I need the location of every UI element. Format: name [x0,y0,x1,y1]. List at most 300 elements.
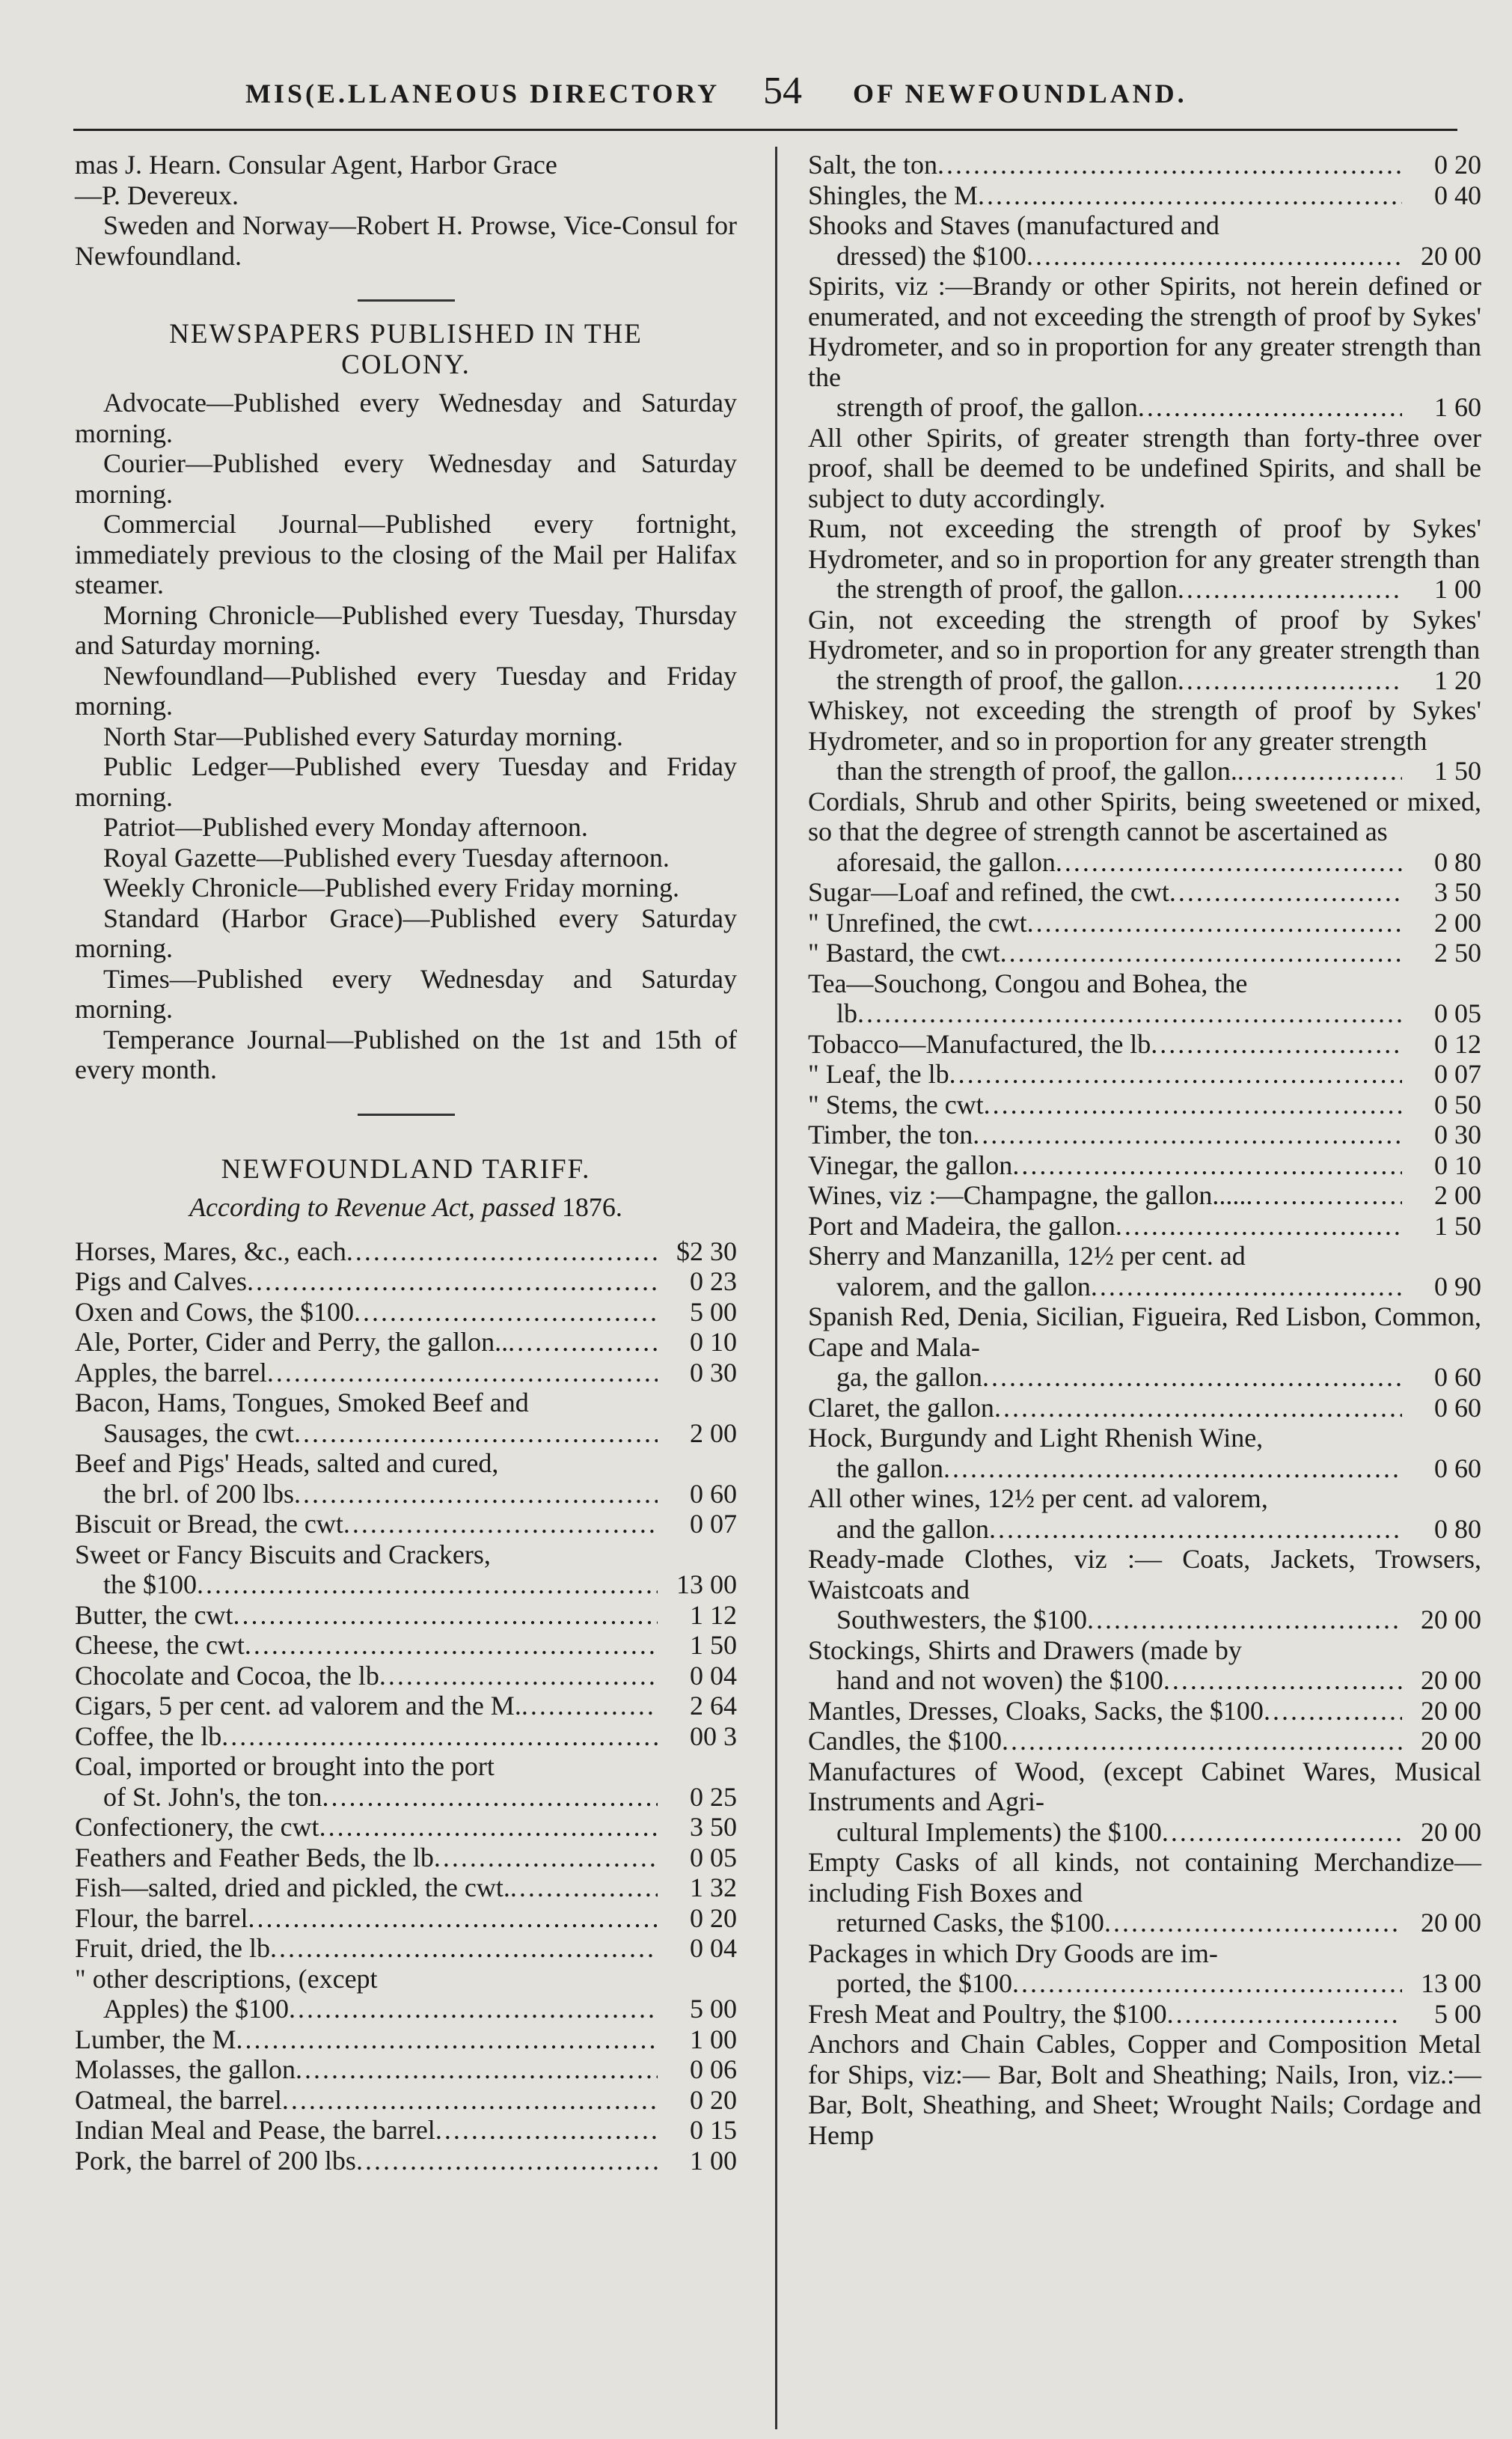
tariff-item-wrap [75,1721,658,1752]
leader-dots [510,1872,658,1903]
tariff-row [75,1327,737,1358]
tariff-item-wrap [75,1266,658,1297]
tariff-item-rate: 0 50 [1434,1089,1481,1120]
leader-dots [322,1782,658,1813]
tariff-item-wrap [836,1908,1402,1938]
tariff-item-wrap [836,1272,1402,1302]
newspapers-heading-line2: COLONY. [341,349,471,380]
tariff-item-wrap [836,847,1402,878]
newspapers-list [75,388,737,1085]
tariff-row [808,847,1481,878]
tariff-item-wrap [836,1665,1402,1696]
newspaper-entry: Public Ledger—Published every Tuesday and Friday morning. [75,751,737,812]
tariff-row [75,1236,737,1267]
tariff-row [808,1029,1481,1060]
leader-dots [1167,1999,1402,2030]
newspapers-heading [75,320,737,380]
tariff-item-rate: 0 04 [690,1933,737,1963]
consuls-section [75,150,737,271]
newspaper-entry: Advocate—Published every Wednesday and Saturday morning. [75,388,737,448]
tariff-row [808,1272,1481,1302]
tariff-right-list [808,150,1481,2150]
tariff-heading: NEWFOUNDLAND TARIFF. [221,1153,591,1185]
tariff-row [75,1418,737,1449]
tariff-entry [75,1448,737,1509]
leader-dots [1178,665,1402,696]
tariff-entry [75,1539,737,1600]
tariff-entry [808,1029,1481,1060]
tariff-row [808,1968,1481,1999]
leader-dots [1000,938,1402,968]
tariff-entry-description: Gin, not exceeding the strength of proof by Sykes' Hydrometer, and so in proportion for any greater strength than [808,604,1481,665]
tariff-item-label: " Unrefined, the cwt [808,907,1027,938]
tariff-item-rate: 20 00 [1421,1695,1481,1726]
tariff-item-rate: 00 3 [690,1721,737,1751]
tariff-entry [808,1301,1481,1393]
tariff-item-label: the strength of proof, the gallon [836,574,1178,604]
consul-line: —P. Devereux. [75,180,239,210]
tariff-item-wrap [103,1782,658,1813]
tariff-item-wrap [75,1812,658,1843]
tariff-item-wrap [808,1999,1402,2030]
tariff-item-wrap [836,241,1402,272]
tariff-item-label: Sugar—Loaf and refined, the cwt [808,877,1169,907]
tariff-item-wrap [75,1327,658,1358]
right-column [808,150,1481,2150]
tariff-entry [75,2085,737,2116]
tariff-row [75,1933,737,1964]
tariff-entry-description: Packages in which Dry Goods are im- [808,1938,1218,1968]
tariff-row [808,1817,1481,1848]
tariff-item-wrap [808,1696,1402,1727]
leader-dots [1056,847,1402,878]
leader-dots [1151,1029,1402,1060]
leader-dots [294,1479,658,1510]
tariff-item-wrap [836,998,1402,1029]
tariff-entry-description: " other descriptions, (except [75,1963,378,1994]
tariff-item-wrap [75,1691,658,1721]
tariff-item-rate: 2 64 [690,1691,737,1721]
tariff-entry-description: Sherry and Manzanilla, 12½ per cent. ad [808,1241,1246,1271]
tariff-item-rate: $2 30 [676,1236,737,1266]
tariff-item-rate: 2 50 [1434,938,1481,968]
newspaper-entry: Courier—Published every Wednesday and Saturday morning. [75,448,737,509]
leader-dots [289,1994,658,2024]
leader-dots [1027,908,1402,938]
tariff-item-rate: 20 00 [1421,240,1481,271]
leader-dots [356,2146,658,2176]
tariff-item-label: Claret, the gallon [808,1392,994,1423]
tariff-item-rate: 1 60 [1434,392,1481,422]
section-separator [358,299,455,302]
leader-dots [248,1903,658,1934]
tariff-item-label: Feathers and Feather Beds, the lb [75,1842,434,1872]
tariff-item-rate: 0 15 [690,2115,737,2145]
leader-dots [233,1600,658,1631]
leader-dots [857,998,1402,1029]
leader-dots [1138,392,1402,423]
tariff-item-rate: 0 80 [1434,1513,1481,1544]
tariff-item-wrap [75,2024,658,2055]
newspaper-entry: Commercial Journal—Published every fortnight, immediately previous to the closing of the Mail per Halifax steamer. [75,509,737,599]
tariff-item-wrap [75,1872,658,1903]
tariff-row [808,1120,1481,1150]
leader-dots [197,1569,658,1600]
header-left: MIS(E.LLANEOUS DIRECTORY [245,79,720,109]
tariff-item-label: strength of proof, the gallon [836,392,1138,422]
tariff-item-label: Shingles, the M [808,180,979,210]
leader-dots [267,1358,658,1388]
tariff-entry [808,210,1481,271]
tariff-item-rate: 2 00 [1434,1180,1481,1210]
tariff-entry [75,1933,737,1964]
leader-dots [294,1418,658,1449]
tariff-item-rate: 0 06 [690,2054,737,2084]
tariff-row [75,2085,737,2116]
tariff-entry-description: Bacon, Hams, Tongues, Smoked Beef and [75,1388,529,1417]
tariff-row [75,1782,737,1813]
header-rule [73,129,1457,131]
tariff-item-wrap [808,1180,1402,1211]
tariff-entry [808,968,1481,1029]
tariff-entry [808,1211,1481,1242]
tariff-item-rate: 0 25 [690,1781,737,1812]
tariff-entry [75,2054,737,2085]
tariff-entry [808,180,1481,211]
tariff-row [808,150,1481,180]
tariff-entry-description: Spanish Red, Denia, Sicilian, Figueira, Red Lisbon, Common, Cape and Mala- [808,1301,1481,1362]
tariff-item-label: Indian Meal and Pease, the barrel [75,2115,435,2145]
tariff-item-rate: 0 23 [690,1266,737,1296]
tariff-item-label: the strength of proof, the gallon [836,665,1178,695]
tariff-item-wrap [75,1630,658,1661]
tariff-entry [808,1756,1481,1848]
tariff-item-rate: 20 00 [1421,1605,1481,1634]
tariff-row [75,2146,737,2176]
tariff-item-label: Coffee, the lb [75,1721,222,1751]
leader-dots [221,1721,658,1752]
tariff-row [808,998,1481,1029]
tariff-item-label: Tobacco—Manufactured, the lb [808,1028,1151,1059]
tariff-entry [808,1120,1481,1150]
tariff-entry [808,1180,1481,1211]
leader-dots [1178,574,1402,605]
tariff-item-label: Salt, the ton [808,150,937,180]
tariff-item-wrap [836,756,1402,787]
tariff-entry [75,1509,737,1539]
tariff-item-rate: 1 12 [690,1599,737,1630]
tariff-item-label: the $100 [103,1569,197,1599]
tariff-item-label: Lumber, the M [75,2024,236,2054]
tariff-item-rate: 0 90 [1434,1271,1481,1301]
newspaper-entry: Newfoundland—Published every Tuesday and Friday morning. [75,660,737,721]
tariff-entry [808,787,1481,878]
tariff-item-wrap [808,908,1402,938]
tariff-item-rate: 20 00 [1421,1726,1481,1756]
tariff-entry [808,1999,1481,2030]
tariff-item-label: Mantles, Dresses, Cloaks, Sacks, the $100 [808,1695,1264,1726]
tariff-row [75,1266,737,1297]
tariff-item-wrap [836,665,1402,696]
tariff-item-label: dressed) the $100 [836,240,1026,271]
tariff-row [808,1605,1481,1635]
tariff-item-label: valorem, and the gallon [836,1271,1091,1301]
tariff-row [808,908,1481,938]
tariff-entry [75,1236,737,1267]
tariff-entry [808,271,1481,423]
tariff-entry [75,1388,737,1448]
leader-dots [354,1297,658,1328]
tariff-row [75,1569,737,1600]
tariff-item-rate: 3 50 [1434,877,1481,907]
tariff-row [75,1509,737,1539]
tariff-row [75,1903,737,1934]
tariff-entry-description: Anchors and Chain Cables, Copper and Composition Metal for Ships, viz:— Bar, Bolt and Sheathing; Nails, Iron, viz.:—Bar, Bolt, Sheathing, and Sheet; Wrought Nails; Cordage and Hemp [808,2029,1481,2150]
tariff-left-list [75,1236,737,2176]
tariff-item-label: Candles, the $100 [808,1726,1002,1756]
tariff-item-label: Timber, the ton [808,1120,973,1150]
tariff-item-rate: 20 00 [1421,1665,1481,1695]
leader-dots [1002,1726,1402,1756]
tariff-item-label: " Leaf, the lb [808,1059,949,1089]
tariff-row [808,756,1481,787]
newspaper-entry: Temperance Journal—Published on the 1st and 15th of every month. [75,1024,737,1084]
tariff-row [75,1479,737,1510]
tariff-item-wrap [103,1418,658,1449]
tariff-entry [75,1600,737,1631]
leader-dots [282,2085,658,2116]
tariff-item-rate: 0 07 [690,1509,737,1539]
leader-dots [245,1630,658,1661]
tariff-item-rate: 2 00 [690,1417,737,1448]
tariff-item-wrap [75,1661,658,1691]
tariff-row [75,1358,737,1388]
tariff-item-label: Molasses, the gallon [75,2054,296,2084]
tariff-row [75,1812,737,1843]
newspaper-entry: Royal Gazette—Published every Tuesday afternoon. [103,842,670,873]
newspaper-entry: Weekly Chronicle—Published every Friday morning. [103,873,679,903]
tariff-item-rate: 1 20 [1434,665,1481,695]
leader-dots [1264,1696,1402,1727]
tariff-item-wrap [808,1059,1402,1090]
tariff-entry [808,1423,1481,1483]
tariff-item-wrap [808,877,1402,908]
tariff-row [75,2024,737,2055]
tariff-item-wrap [836,1605,1402,1635]
tariff-item-label: of St. John's, the ton [103,1781,322,1812]
newspaper-entry: North Star—Published every Saturday morning. [103,721,623,751]
tariff-item-wrap [808,1120,1402,1150]
section-separator [358,1114,455,1116]
leader-dots [270,1933,658,1964]
tariff-entry [808,1847,1481,1938]
tariff-item-wrap [75,2085,658,2116]
leader-dots [1104,1908,1402,1938]
tariff-entry [808,605,1481,696]
tariff-item-rate: 0 80 [1434,846,1481,877]
tariff-item-wrap [808,1029,1402,1060]
tariff-item-wrap [808,1211,1402,1242]
tariff-item-label: Ale, Porter, Cider and Perry, the gallon.. [75,1327,509,1357]
tariff-item-rate: 1 50 [690,1630,737,1660]
tariff-item-label: Fish—salted, dried and pickled, the cwt. [75,1872,510,1902]
tariff-item-wrap [75,1933,658,1964]
tariff-item-rate: 1 32 [690,1872,737,1902]
tariff-entry [808,513,1481,605]
tariff-item-wrap [75,1903,658,1934]
tariff-item-rate: 0 05 [690,1842,737,1872]
tariff-item-wrap [836,1514,1402,1545]
newspapers-heading-line1: NEWSPAPERS PUBLISHED IN THE [169,319,643,349]
tariff-item-rate: 0 20 [690,1902,737,1933]
tariff-item-label: Pork, the barrel of 200 lbs [75,2145,356,2176]
tariff-item-rate: 2 00 [1434,907,1481,938]
tariff-item-label: Chocolate and Cocoa, the lb [75,1660,379,1691]
tariff-item-label: the brl. of 200 lbs [103,1478,294,1509]
column-divider [775,147,777,2429]
tariff-item-wrap [75,1509,658,1539]
tariff-row [808,1696,1481,1727]
tariff-entry [808,1938,1481,1999]
tariff-entry [75,1691,737,1721]
tariff-row [808,1059,1481,1090]
tariff-entry [75,2024,737,2055]
leader-dots [1162,1817,1402,1848]
tariff-item-label: Wines, viz :—Champagne, the gallon..... [808,1180,1246,1210]
tariff-entry [75,1358,737,1388]
tariff-entry [75,1812,737,1843]
tariff-row [808,1393,1481,1423]
tariff-item-wrap [836,1817,1402,1848]
leader-dots [943,1453,1402,1484]
tariff-item-wrap [75,2115,658,2146]
tariff-item-label: hand and not woven) the $100 [836,1665,1163,1695]
tariff-entry [75,1630,737,1661]
tariff-entry [808,1393,1481,1423]
tariff-row [808,938,1481,968]
tariff-row [75,1661,737,1691]
leader-dots [984,1090,1402,1120]
tariff-entry-description: Manufactures of Wood, (except Cabinet Wares, Musical Instruments and Agri- [808,1756,1481,1816]
tariff-entry-description: Coal, imported or brought into the port [75,1751,495,1781]
tariff-item-wrap [836,1362,1402,1393]
tariff-item-rate: 0 04 [690,1660,737,1691]
tariff-entry-description: Ready-made Clothes, viz :— Coats, Jackets, Trowsers, Waistcoats and [808,1544,1481,1605]
tariff-subheading-italic: According to Revenue Act, passed [189,1192,555,1222]
tariff-item-wrap [75,1843,658,1873]
tariff-item-rate: 0 30 [690,1357,737,1388]
tariff-item-label: Fruit, dried, the lb [75,1933,270,1963]
tariff-entry [808,938,1481,968]
leader-dots [973,1120,1402,1150]
tariff-row [75,2115,737,2146]
tariff-entry [808,1544,1481,1635]
tariff-item-rate: 0 12 [1434,1028,1481,1059]
tariff-item-label: Cigars, 5 per cent. ad valorem and the M. [75,1691,521,1721]
tariff-item-rate: 0 60 [1434,1453,1481,1483]
newspaper-entry: Patriot—Published every Monday afternoon. [103,812,588,842]
tariff-item-wrap [808,150,1402,180]
tariff-entry [75,1661,737,1691]
tariff-subheading [75,1192,737,1223]
tariff-row [808,241,1481,272]
tariff-row [808,1514,1481,1545]
tariff-entry [75,2115,737,2146]
tariff-entry [75,1903,737,1934]
tariff-item-rate: 0 30 [1434,1120,1481,1150]
tariff-item-label: " Stems, the cwt [808,1089,984,1120]
tariff-item-rate: 0 10 [690,1327,737,1357]
leader-dots [1091,1272,1402,1302]
tariff-row [808,1211,1481,1242]
tariff-item-label: Southwesters, the $100 [836,1605,1087,1634]
tariff-row [75,1630,737,1661]
tariff-item-rate: 1 00 [1434,574,1481,604]
tariff-row [808,1090,1481,1120]
tariff-entry [808,1059,1481,1090]
tariff-item-wrap [808,938,1402,968]
tariff-item-rate: 5 00 [690,1296,737,1327]
tariff-entry [808,1241,1481,1301]
tariff-item-wrap [836,1968,1402,1999]
tariff-row [808,1726,1481,1756]
tariff-item-wrap [75,2146,658,2176]
tariff-item-wrap [808,180,1402,211]
leader-dots [247,1266,658,1297]
tariff-entry [75,1872,737,1903]
tariff-entry [75,1751,737,1812]
leader-dots [989,1514,1402,1545]
tariff-entry [75,1721,737,1752]
tariff-item-label: Oatmeal, the barrel [75,2084,282,2115]
tariff-item-label: Horses, Mares, &c., each [75,1236,346,1266]
tariff-item-label: and the gallon [836,1513,989,1544]
tariff-entry [808,1090,1481,1120]
tariff-row [808,1453,1481,1484]
tariff-row [75,2054,737,2085]
tariff-entry [75,1327,737,1358]
tariff-item-label: Biscuit or Bread, the cwt [75,1509,343,1539]
tariff-entry [808,2029,1481,2150]
tariff-entry [808,695,1481,787]
tariff-row [75,1691,737,1721]
tariff-entry [75,1266,737,1297]
leader-dots [1026,241,1402,272]
tariff-item-label: Sausages, the cwt [103,1417,294,1448]
tariff-item-rate: 0 10 [1434,1150,1481,1180]
leader-dots [434,1843,658,1873]
tariff-entry-description: Sweet or Fancy Biscuits and Crackers, [75,1539,491,1569]
tariff-item-rate: 1 00 [690,2145,737,2176]
leader-dots [1012,1968,1402,1999]
newspaper-entry: Standard (Harbor Grace)—Published every Saturday morning. [75,903,737,963]
tariff-item-rate: 0 60 [1434,1362,1481,1392]
tariff-entry-description: Tea—Souchong, Congou and Bohea, the [808,968,1248,998]
tariff-entry [808,150,1481,180]
consul-line: mas J. Hearn. Consular Agent, Harbor Grace [75,150,557,180]
header-right: OF NEWFOUNDLAND. [853,79,1187,109]
consul-line: Sweden and Norway—Robert H. Prowse, Vice-Consul for Newfoundland. [75,210,737,271]
tariff-item-label: " Bastard, the cwt [808,938,1000,968]
leader-dots [1163,1665,1402,1696]
tariff-item-wrap [808,1090,1402,1120]
tariff-entry-description: All other wines, 12½ per cent. ad valorem, [808,1483,1268,1513]
tariff-item-wrap [75,1358,658,1388]
tariff-item-rate: 5 00 [690,1994,737,2024]
tariff-item-rate: 13 00 [676,1569,737,1599]
tariff-item-wrap [836,392,1402,423]
tariff-item-wrap [103,1479,658,1510]
